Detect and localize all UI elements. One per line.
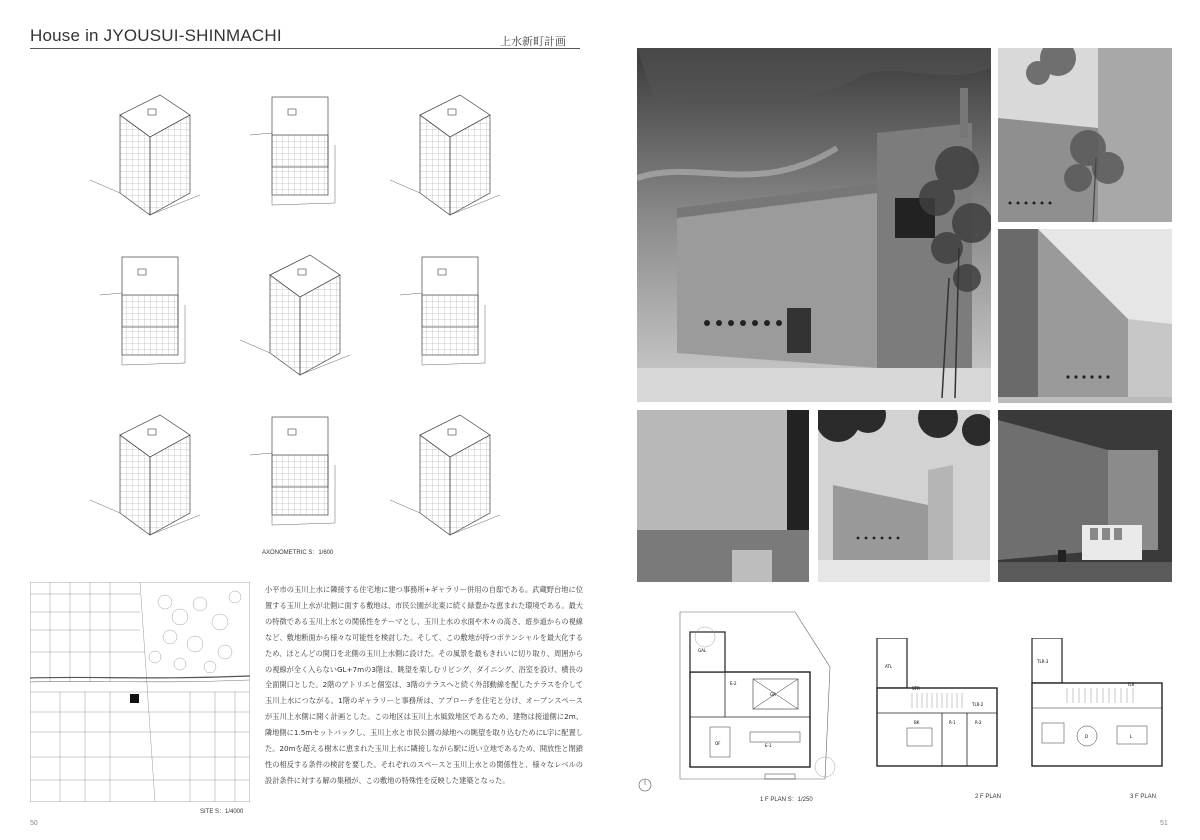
- label-d: D: [1085, 734, 1089, 739]
- plan-2f: [872, 638, 1002, 768]
- label-str: STR: [912, 686, 920, 691]
- photo-wall-detail: [998, 48, 1172, 222]
- axo-drawing-8: [250, 417, 335, 525]
- label-e2: E-2: [730, 681, 737, 686]
- label-atl: ATL: [885, 664, 893, 669]
- label-tlr3: TLR-3: [1037, 659, 1049, 664]
- site-marker: [130, 694, 139, 703]
- axo-drawing-1: [90, 95, 200, 215]
- axo-drawing-5: [240, 255, 350, 375]
- page-title: [30, 26, 282, 46]
- label-gal: GAL: [698, 648, 707, 653]
- photo-street-view: [818, 410, 990, 582]
- axonometric-drawings: [60, 75, 530, 545]
- label-tlr2: TLR-2: [972, 702, 984, 707]
- axonometric-caption: AXONOMETRIC S：1/600: [262, 550, 334, 556]
- plan-3f: [1027, 638, 1167, 768]
- plan-1f-caption: 1 F PLAN S：1/250: [760, 797, 813, 803]
- title-prefix: House in: [30, 26, 104, 45]
- page-number-right: 51: [1160, 820, 1168, 827]
- description-text: 小平市の玉川上水に隣接する住宅地に建つ事務所+ギャラリー併用の自邸である。武蔵野台地に位置する玉川上水が北側に面する敷地は、市民公園が北東に続く緑豊かな恵まれた環境である。最大の特徴である玉川上水との関係性をテーマとし、玉川上水の水面や木々の高さ、遊歩道からの視線など、敷地断面から様々な可能性を検討した。そして、この敷地が持つポテンシャルを最大化するため、ほとんどの開口を北側の玉川上水側に設けた。その風景を最もきれいに切り取り、周囲からの視線が全く入らないGL+7mの3階は、眺望を楽しむリビング、ダイニング、浴室を設け、横長の全面開口とした。2階のアトリエと個室は、3階のテラスへと続く外部動線を配したテラスを介して玉川上水につながる。1階のギャラリーと事務所は、アプローチを住宅と分け、オープンスペースが玉川上水側に開く計画とした。この地区は玉川上水風致地区であるため、建物は接道側に2m、隣地側に1.5mセットバックし、玉川上水と市民公園の緑地への眺望を取り込むためにL字に配置した。20mを超える樹木に恵まれた玉川上水に隣接しながら駅に近い立地であるため、開放性と閉鎖性の相反する条件の検討を要した。それぞれのスペースと玉川上水との関係性と、様々なレベルの設計条件に対する解の集積が、この敷地の特殊性を反映した建築となった。: [265, 585, 583, 785]
- title-rule: [30, 48, 580, 49]
- axo-drawing-7: [90, 415, 200, 535]
- label-bk: BK: [914, 720, 920, 725]
- plan-2f-caption: 2 F PLAN: [975, 794, 1002, 800]
- label-l: L: [1130, 734, 1133, 739]
- label-of: OF: [715, 741, 721, 746]
- photo-slanted-wall: [998, 229, 1172, 403]
- axo-drawing-6: [400, 257, 485, 365]
- label-e1: E-1: [765, 743, 772, 748]
- label-tlr: TLR: [1127, 682, 1135, 687]
- label-r1: R-1: [949, 720, 956, 725]
- axo-drawing-4: [100, 257, 185, 365]
- site-caption: SITE S：1/4000: [200, 809, 244, 815]
- plan-1f: [635, 607, 850, 792]
- photo-facade-close: [637, 410, 809, 582]
- site-map: [30, 582, 250, 802]
- plan-3f-caption: 3 F PLAN: [1130, 794, 1157, 800]
- label-r2: R-2: [975, 720, 982, 725]
- photo-main-exterior: [637, 48, 991, 402]
- page-subtitle-jp: 上水新町計画: [500, 35, 566, 48]
- title-main: JYOUSUI-SHINMACHI: [103, 26, 282, 45]
- page-number-left: 50: [30, 820, 38, 827]
- photo-gallery-entrance: [998, 410, 1172, 582]
- label-gr: GR: [770, 692, 776, 697]
- axo-drawing-2: [250, 97, 335, 205]
- axo-drawing-3: [390, 95, 500, 215]
- axo-drawing-9: [390, 415, 500, 535]
